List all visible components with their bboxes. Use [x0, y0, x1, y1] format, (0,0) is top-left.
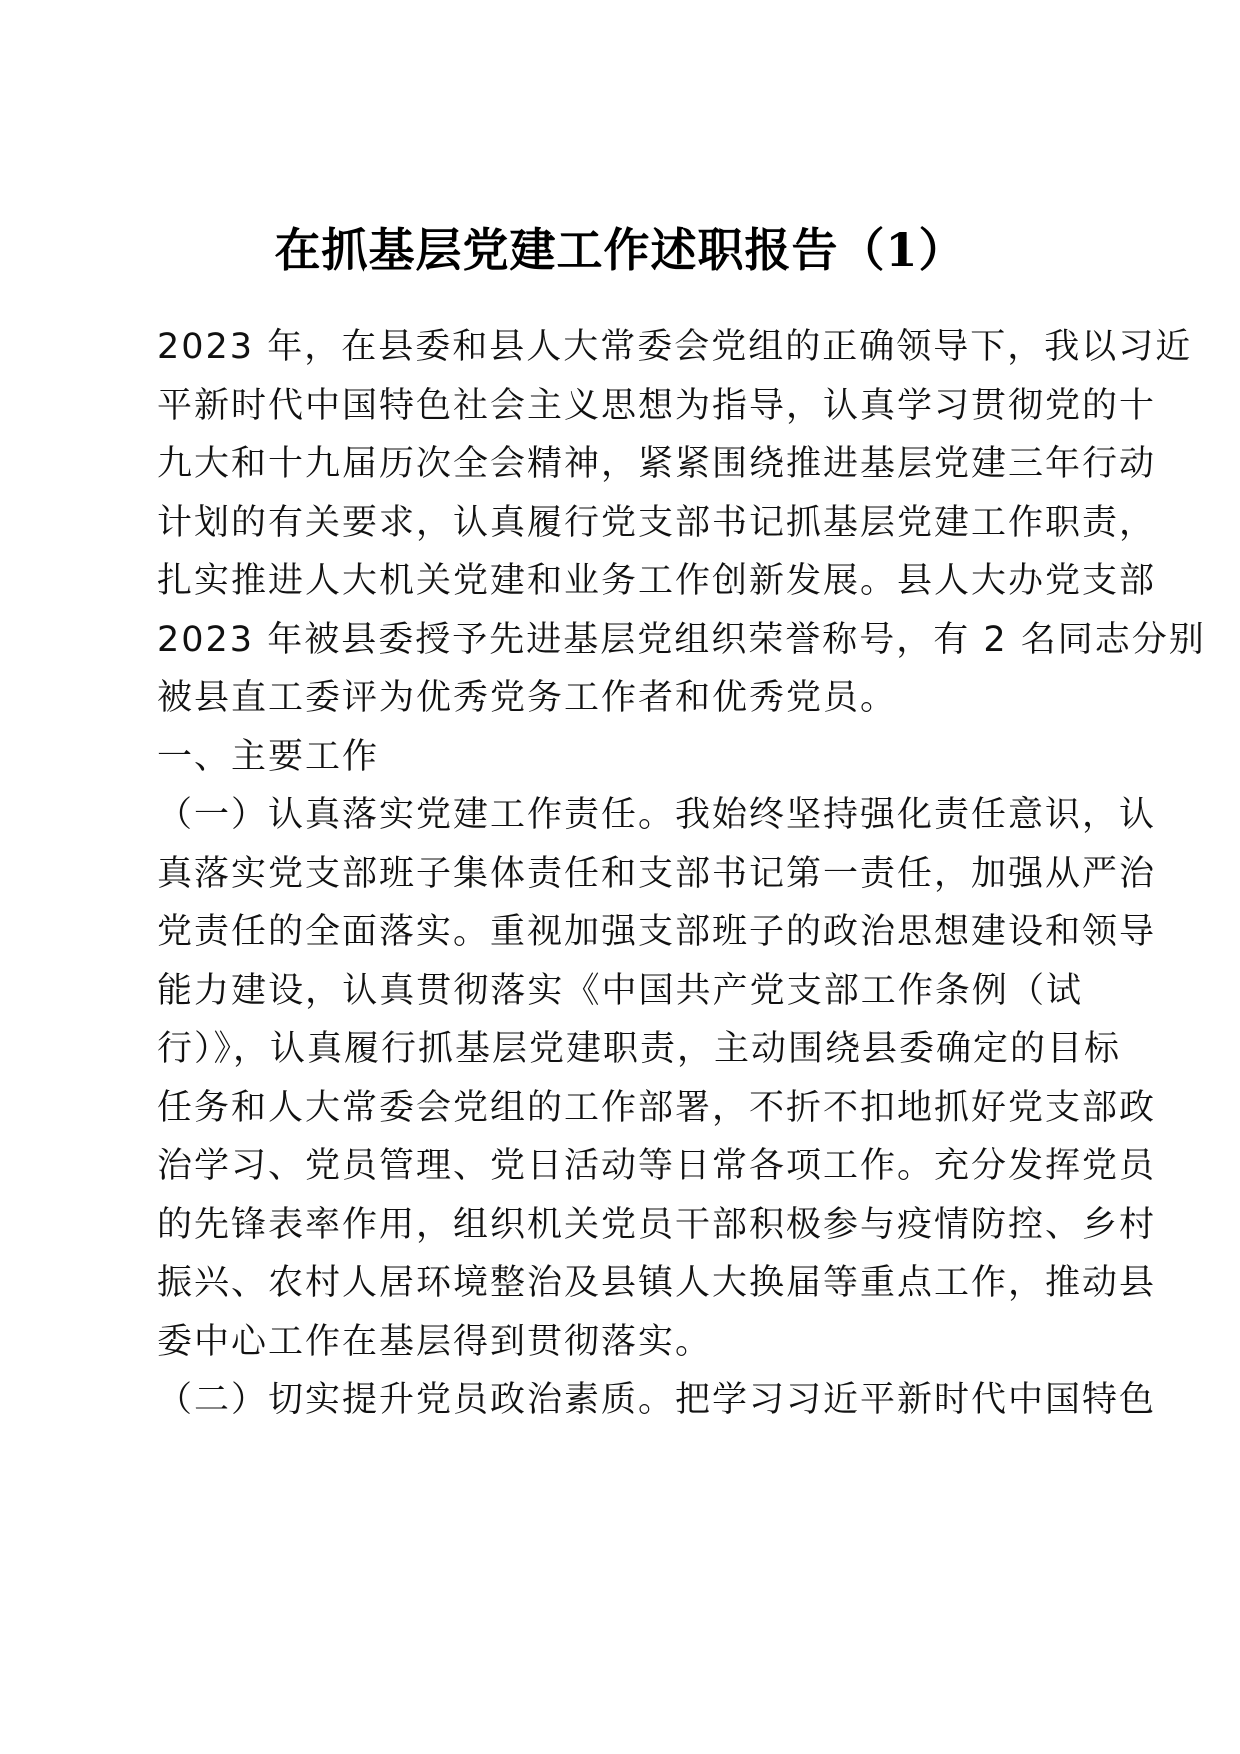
text-line: 振兴、农村人居环境整治及县镇人大换届等重点工作，推动县 [157, 1263, 1157, 1303]
text-line: （二）切实提升党员政治素质。把学习习近平新时代中国特色 [157, 1380, 1157, 1420]
text-line: 的先锋表率作用，组织机关党员干部积极参与疫情防控、乡村 [157, 1204, 1157, 1245]
text-line: 委中心工作在基层得到贯彻落实。 [157, 1321, 713, 1362]
text-line: 能力建设，认真贯彻落实《中国共产党支部工作条例（试 [157, 970, 1083, 1011]
document-title: 在抓基层党建工作述职报告（1） [274, 223, 966, 277]
text-line: 被县直工委评为优秀党务工作者和优秀党员。 [157, 678, 898, 718]
text-line: 治学习、党员管理、党日活动等日常各项工作。充分发挥党员 [157, 1146, 1157, 1186]
text-line: 2023 年被县委授予先进基层党组织荣誉称号，有 2 名同志分别 [157, 619, 1206, 660]
text-line: 九大和十九届历次全会精神，紧紧围绕推进基层党建三年行动 [157, 444, 1157, 484]
text-line: 行）》，认真履行抓基层党建职责，主动围绕县委确定的目标 [157, 1029, 1122, 1069]
text-line: 任务和人大常委会党组的工作部署，不折不扣地抓好党支部政 [157, 1087, 1157, 1128]
text-line: 真落实党支部班子集体责任和支部书记第一责任，加强从严治 [157, 853, 1157, 894]
text-line: 平新时代中国特色社会主义思想为指导，认真学习贯彻党的十 [157, 385, 1157, 426]
section-heading: 一、主要工作 [157, 736, 380, 777]
text-line: （一）认真落实党建工作责任。我始终坚持强化责任意识，认 [157, 795, 1157, 835]
text-line: 党责任的全面落实。重视加强支部班子的政治思想建设和领导 [157, 912, 1157, 952]
text-line: 扎实推进人大机关党建和业务工作创新发展。县人大办党支部 [157, 561, 1157, 601]
document-body [157, 318, 1206, 1430]
text-line: 计划的有关要求，认真履行党支部书记抓基层党建工作职责， [157, 502, 1157, 543]
text-line: 2023 年，在县委和县人大常委会党组的正确领导下，我以习近 [157, 327, 1193, 367]
